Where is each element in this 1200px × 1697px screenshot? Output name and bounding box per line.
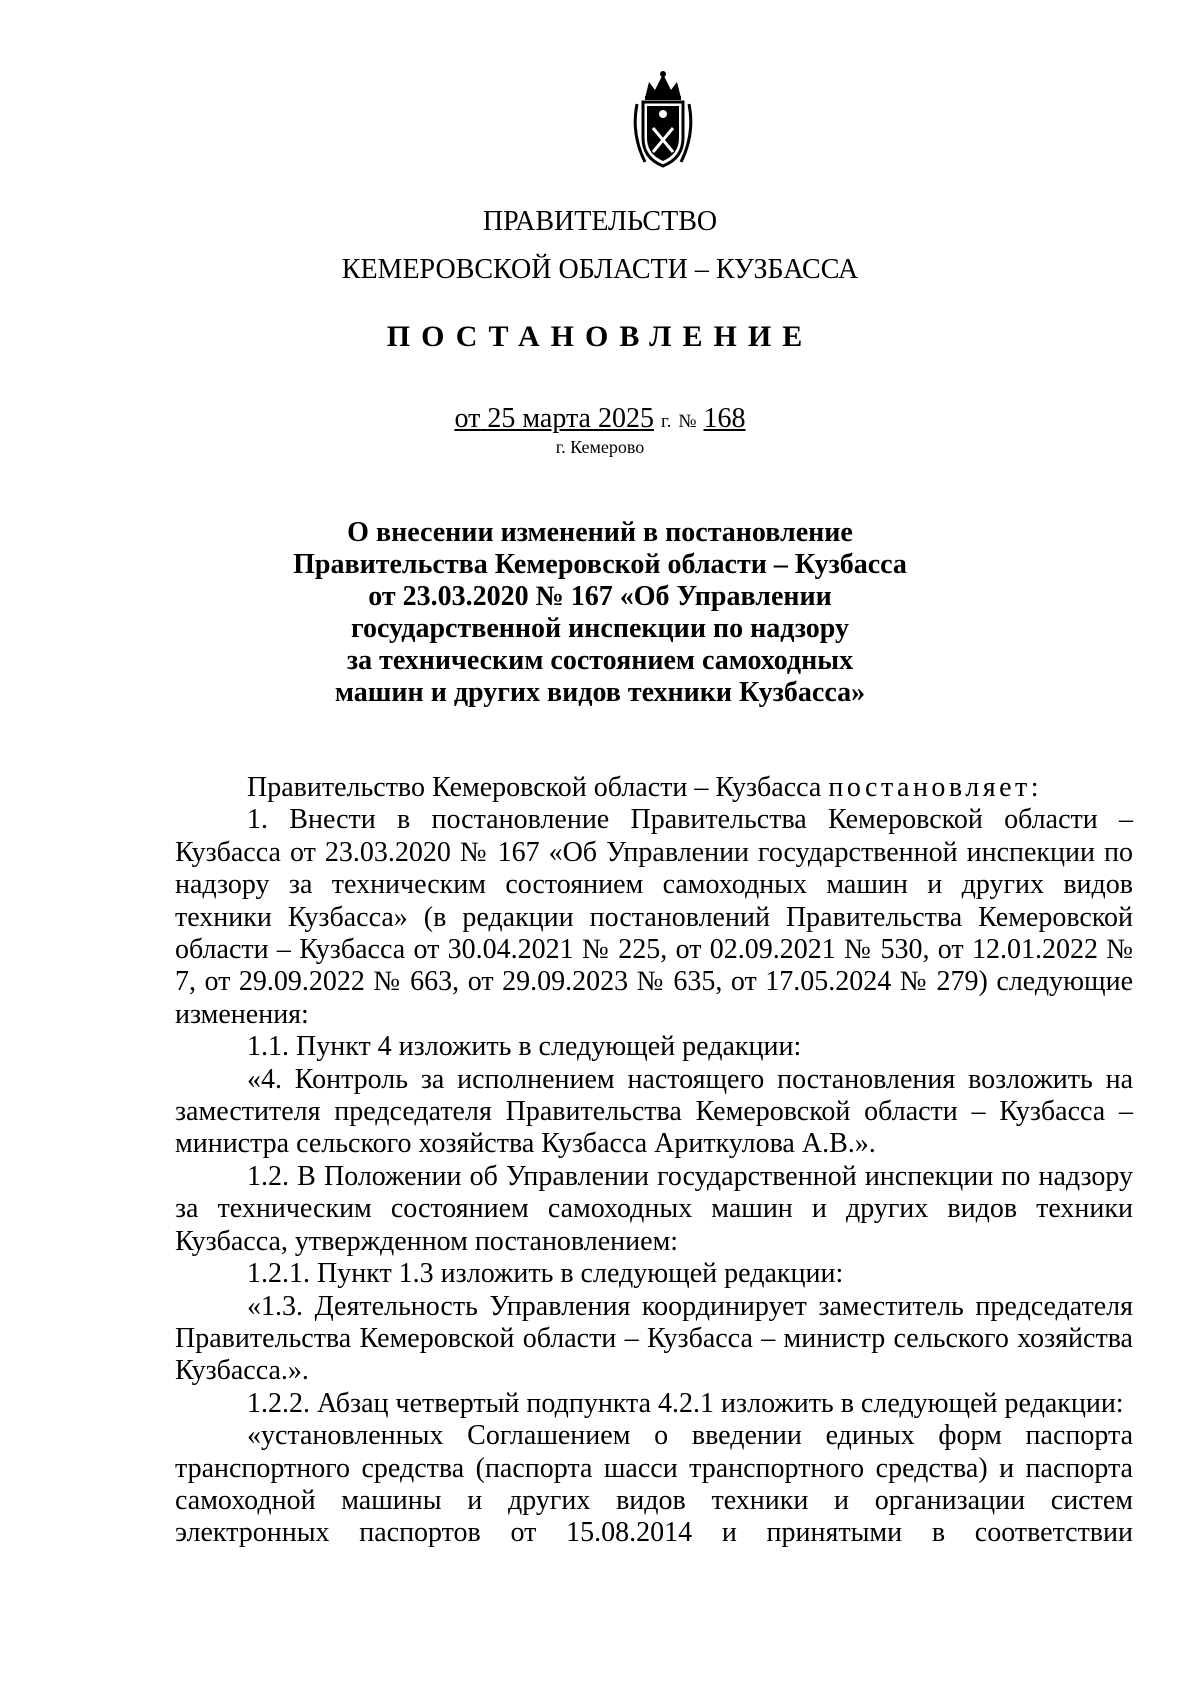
document-body [175,772,1133,1550]
date-number-line [0,403,1200,435]
subject-line: от 23.03.2020 № 167 «Об Управлении [368,581,832,612]
body-paragraph: «1.3. Деятельность Управления координирует заместитель председателя Правительства Кемеровской области – Кузбасса – министр сельского хозяйства Кузбасса.». [175,1290,1133,1387]
intro-text: Правительство Кемеровской области – Кузбасса [247,772,822,803]
body-paragraph: 1.2.1. Пункт 1.3 изложить в следующей редакции: [247,1258,844,1290]
document-type: ПОСТАНОВЛЕНИЕ [386,320,814,353]
body-paragraph: «4. Контроль за исполнением настоящего постановления возложить на заместителя председателя Правительства Кемеровской области – Кузбасса – министра сельского хозяйства Кузбасса Ариткулова А.В.». [175,1063,1133,1160]
year-suffix: г. [660,411,672,432]
date-prefix: от [454,403,481,434]
document-number: 168 [703,403,746,434]
body-paragraph: 1.2. В Положении об Управлении государственной инспекции по надзору за техническим состоянием самоходных машин и других видов техники Кузбасса, утвержденном постановлением: [175,1160,1133,1257]
body-paragraph: 1.2.2. Абзац четвертый подпункта 4.2.1 изложить в следующей редакции: [247,1387,1124,1419]
intro-verb: постановляет: [828,772,1043,803]
subject-line: О внесении изменений в постановление [347,517,853,548]
government-name [0,198,1200,294]
subject-line: государственной инспекции по надзору [350,613,850,644]
body-paragraph: 1. Внести в постановление Правительства Кемеровской области – Кузбасса от 23.03.2020 № 167 «Об Управлении государственной инспекции по надзору за техническим состоянием самоходных машин и других видов техники Кузбасса» (в редакции постановлений Правительства Кемеровской области – Кузбасса от 30.04.2021 № 225, от 02.09.2021 № 530, от 12.01.2022 № 7, от 29.09.2022 № 663, от 29.09.2023 № 635, от 17.05.2024 № 279) следующие изменения: [175,804,1133,1030]
government-line-1: ПРАВИТЕЛЬСТВО [482,206,718,237]
government-line-2: КЕМЕРОВСКОЙ ОБЛАСТИ – КУЗБАССА [341,254,859,285]
subject-line: Правительства Кемеровской области – Кузбасса [293,549,907,580]
document-subject [0,517,1200,709]
intro-paragraph [175,772,1133,804]
city: г. Кемерово [555,437,645,457]
number-sign: № [678,411,697,432]
subject-line: за техническим состоянием самоходных [346,645,854,676]
subject-line: машин и других видов техники Кузбасса» [334,677,866,708]
coat-of-arms-icon [631,68,695,170]
body-paragraph: 1.1. Пункт 4 изложить в следующей редакции: [247,1031,802,1063]
document-date: 25 марта 2025 [487,403,654,434]
body-paragraph: «установленных Соглашением о введении единых форм паспорта транспортного средства (паспорта шасси транспортного средства) и паспорта самоходной машины и других видов техники и организации систем электронных паспортов от 15.08.2014 и принятыми в соответствии [175,1420,1133,1549]
